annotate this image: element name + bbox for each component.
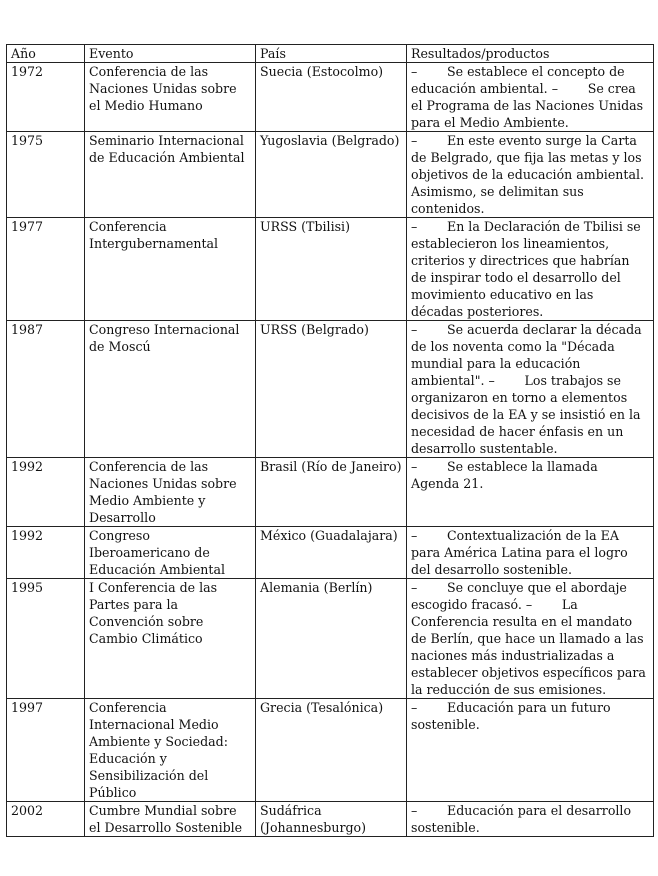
table-row	[7, 132, 654, 218]
result-item: Se establece el concepto de educación ambiental.	[411, 64, 625, 96]
bullet-dash: –	[411, 133, 418, 148]
table-row	[7, 579, 654, 699]
bullet-dash: –	[411, 219, 418, 234]
events-table	[6, 44, 654, 837]
header-country: País	[256, 45, 407, 63]
table-row	[7, 527, 654, 579]
cell-event: Conferencia de las Naciones Unidas sobre el Medio Humano	[85, 63, 256, 132]
cell-year: 1992	[7, 527, 85, 579]
result-item: Se acuerda declarar la década de los noventa como la "Década mundial para la educación ambiental".	[411, 322, 642, 388]
cell-results	[407, 132, 654, 218]
cell-country: Sudáfrica (Johannesburgo)	[256, 802, 407, 837]
table-body	[7, 63, 654, 837]
cell-event: Congreso Internacional de Moscú	[85, 321, 256, 458]
table-row	[7, 321, 654, 458]
result-item: En este evento surge la Carta de Belgrado, que fija las metas y los objetivos de la educación ambiental. Asimismo, se delimitan sus contenidos.	[411, 133, 644, 216]
result-item: Se concluye que el abordaje escogido fracasó.	[411, 580, 627, 612]
bullet-dash: –	[411, 459, 418, 474]
bullet-dash: –	[411, 322, 418, 337]
bullet-dash: –	[411, 803, 418, 818]
cell-year: 1972	[7, 63, 85, 132]
result-item: En la Declaración de Tbilisi se establecieron los lineamientos, criterios y directrices que habrían de inspirar todo el desarrollo del movimiento educativo en las décadas posteriores.	[411, 219, 641, 319]
cell-event: Congreso Iberoamericano de Educación Ambiental	[85, 527, 256, 579]
table-row	[7, 802, 654, 837]
cell-event: Conferencia Internacional Medio Ambiente y Sociedad: Educación y Sensibilización del Público	[85, 699, 256, 802]
cell-country: Brasil (Río de Janeiro)	[256, 458, 407, 527]
cell-year: 1987	[7, 321, 85, 458]
result-item: Educación para el desarrollo sostenible.	[411, 803, 632, 835]
cell-results	[407, 63, 654, 132]
cell-results	[407, 579, 654, 699]
cell-event: Cumbre Mundial sobre el Desarrollo Sostenible	[85, 802, 256, 837]
bullet-dash: –	[411, 700, 418, 715]
cell-year: 1997	[7, 699, 85, 802]
table-row	[7, 458, 654, 527]
header-event: Evento	[85, 45, 256, 63]
cell-results	[407, 527, 654, 579]
cell-country: URSS (Belgrado)	[256, 321, 407, 458]
bullet-dash: –	[488, 373, 495, 388]
bullet-dash: –	[411, 580, 418, 595]
result-item: La Conferencia resulta en el mandato de Berlín, que hace un llamado a las naciones más industrializadas a establecer objetivos específicos para la reducción de sus emisiones.	[411, 597, 646, 697]
cell-country: Suecia (Estocolmo)	[256, 63, 407, 132]
result-item: Educación para un futuro sostenible.	[411, 700, 611, 732]
table-row	[7, 218, 654, 321]
table-header-row	[7, 45, 654, 63]
cell-country: URSS (Tbilisi)	[256, 218, 407, 321]
cell-country: Grecia (Tesalónica)	[256, 699, 407, 802]
bullet-dash: –	[411, 528, 418, 543]
result-item: Se crea el Programa de las Naciones Unidas para el Medio Ambiente.	[411, 81, 644, 130]
cell-year: 1992	[7, 458, 85, 527]
cell-results	[407, 699, 654, 802]
cell-year: 1975	[7, 132, 85, 218]
cell-results	[407, 321, 654, 458]
bullet-dash: –	[525, 597, 533, 612]
cell-results	[407, 218, 654, 321]
cell-year: 2002	[7, 802, 85, 837]
cell-year: 1977	[7, 218, 85, 321]
bullet-dash: –	[411, 64, 418, 79]
cell-event: Seminario Internacional de Educación Ambiental	[85, 132, 256, 218]
header-results: Resultados/productos	[407, 45, 654, 63]
table-row	[7, 699, 654, 802]
cell-event: Conferencia Intergubernamental	[85, 218, 256, 321]
table-row	[7, 63, 654, 132]
cell-event: Conferencia de las Naciones Unidas sobre Medio Ambiente y Desarrollo	[85, 458, 256, 527]
result-item: Se establece la llamada Agenda 21.	[411, 459, 598, 491]
result-item: Contextualización de la EA para América Latina para el logro del desarrollo sostenible.	[411, 528, 628, 577]
cell-event: I Conferencia de las Partes para la Convención sobre Cambio Climático	[85, 579, 256, 699]
cell-country: Alemania (Berlín)	[256, 579, 407, 699]
cell-country: Yugoslavia (Belgrado)	[256, 132, 407, 218]
cell-year: 1995	[7, 579, 85, 699]
header-year: Año	[7, 45, 85, 63]
cell-country: México (Guadalajara)	[256, 527, 407, 579]
bullet-dash: –	[551, 81, 558, 96]
cell-results	[407, 458, 654, 527]
result-item: Los trabajos se organizaron en torno a elementos decisivos de la EA y se insistió en la necesidad de hacer énfasis en un desarrollo sustentable.	[411, 373, 641, 456]
cell-results	[407, 802, 654, 837]
